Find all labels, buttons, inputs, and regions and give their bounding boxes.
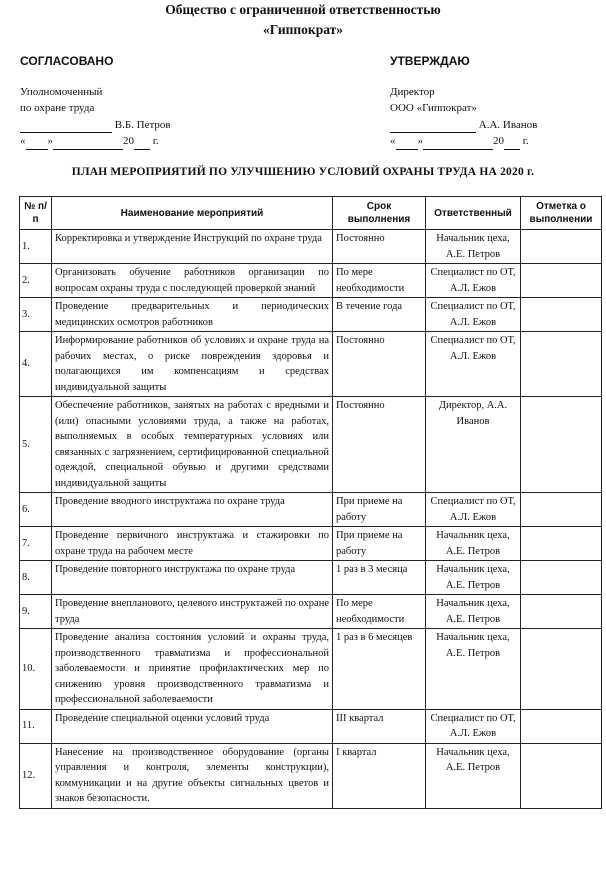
org-line-2: «Гиппократ»	[263, 22, 343, 37]
row-responsible: Начальник цеха, А.Е. Петров	[426, 595, 521, 629]
row-activity: Проведение специальной оценки условий труда	[52, 709, 333, 743]
row-number: 11.	[20, 709, 52, 743]
org-line-1: Общество с ограниченной ответственностью	[165, 2, 441, 17]
table-header-row	[20, 197, 602, 230]
row-responsible: Специалист по ОТ, А.Л. Ежов	[426, 298, 521, 332]
row-mark	[521, 709, 602, 743]
row-activity: Организовать обучение работников организации по вопросам охраны труда с последующей проверкой знаний	[52, 264, 333, 298]
right-date-line: « » 20 г.	[390, 133, 537, 150]
table-row	[20, 595, 602, 629]
row-term: Постоянно	[333, 397, 426, 493]
row-term: При приеме на работу	[333, 527, 426, 561]
row-number: 1.	[20, 230, 52, 264]
approval-right-block	[390, 53, 537, 150]
table-row	[20, 709, 602, 743]
row-mark	[521, 561, 602, 595]
row-number: 8.	[20, 561, 52, 595]
row-number: 9.	[20, 595, 52, 629]
table-row	[20, 264, 602, 298]
row-mark	[521, 493, 602, 527]
row-mark	[521, 595, 602, 629]
right-role-line-1: Директор	[390, 85, 435, 98]
row-number: 12.	[20, 743, 52, 808]
row-responsible: Начальник цеха, А.Е. Петров	[426, 629, 521, 710]
row-mark	[521, 332, 602, 397]
row-term: В течение года	[333, 298, 426, 332]
row-term: 1 раз в 3 месяца	[333, 561, 426, 595]
row-mark	[521, 629, 602, 710]
left-date-line: « » 20 г.	[20, 133, 171, 150]
row-responsible: Специалист по ОТ, А.Л. Ежов	[426, 493, 521, 527]
row-term: По мере необходимости	[333, 595, 426, 629]
row-responsible: Специалист по ОТ, А.Л. Ежов	[426, 332, 521, 397]
table-row	[20, 493, 602, 527]
row-term: По мере необходимости	[333, 264, 426, 298]
left-signer-name: В.Б. Петров	[114, 118, 171, 131]
row-term: Постоянно	[333, 230, 426, 264]
table-row	[20, 230, 602, 264]
row-activity: Проведение первичного инструктажа и стажировки по охране труда на рабочем месте	[52, 527, 333, 561]
right-role-line-2: ООО «Гиппократ»	[390, 102, 477, 114]
row-activity: Информирование работников об условиях и охране труда на рабочих местах, о риске повреждения здоровья и полагающихся им компенсациям и средствах индивидуальной защиты	[52, 332, 333, 397]
left-role-line-1: Уполномоченный	[20, 85, 103, 98]
organization-title	[0, 0, 606, 40]
row-number: 10.	[20, 629, 52, 710]
row-mark	[521, 264, 602, 298]
signature-blank	[390, 120, 476, 133]
row-term: I квартал	[333, 743, 426, 808]
row-responsible: Начальник цеха, А.Е. Петров	[426, 561, 521, 595]
left-signature-line	[20, 117, 171, 134]
table-row	[20, 561, 602, 595]
row-mark	[521, 743, 602, 808]
signature-blank	[20, 120, 112, 133]
row-number: 7.	[20, 527, 52, 561]
agreed-heading: СОГЛАСОВАНО	[20, 54, 114, 68]
row-responsible: Начальник цеха, А.Е. Петров	[426, 743, 521, 808]
row-mark	[521, 298, 602, 332]
header-num: № п/п	[20, 197, 52, 230]
row-term: Постоянно	[333, 332, 426, 397]
row-responsible: Специалист по ОТ, А.Л. Ежов	[426, 709, 521, 743]
row-activity: Проведение повторного инструктажа по охране труда	[52, 561, 333, 595]
row-number: 6.	[20, 493, 52, 527]
row-mark	[521, 230, 602, 264]
row-activity: Проведение вводного инструктажа по охране труда	[52, 493, 333, 527]
row-activity: Нанесение на производственное оборудование (органы управления и контроля, элементы конструкции), коммуникации и на другие объекты сигнальных цветов и знаков безопасности.	[52, 743, 333, 808]
row-responsible: Начальник цеха, А.Е. Петров	[426, 230, 521, 264]
row-number: 4.	[20, 332, 52, 397]
row-activity: Проведение внепланового, целевого инструктажей по охране труда	[52, 595, 333, 629]
plan-title: ПЛАН МЕРОПРИЯТИЙ ПО УЛУЧШЕНИЮ УСЛОВИЙ ОХРАНЫ ТРУДА НА 2020 г.	[71, 166, 535, 178]
row-number: 2.	[20, 264, 52, 298]
table-row	[20, 298, 602, 332]
row-activity: Проведение анализа состояния условий и охраны труда, производственного травматизма и профессиональной заболеваемости и принятие профилактических мер по снижению уровня производственного травматизма и профессиональной заболеваемости	[52, 629, 333, 710]
row-activity: Обеспечение работников, занятых на работах с вредными и (или) опасными условиями труда, а также на работах, выполняемых в особых температурных условиях или связанных с загрязнением, сертифицированной специальной одеждой, специальной обувью и другими средствами индивидуальной защиты	[52, 397, 333, 493]
row-term: 1 раз в 6 месяцев	[333, 629, 426, 710]
row-responsible: Директор, А.А. Иванов	[426, 397, 521, 493]
row-term: При приеме на работу	[333, 493, 426, 527]
right-signature-line	[390, 117, 537, 134]
row-mark	[521, 397, 602, 493]
left-role-line-2: по охране труда	[20, 102, 95, 114]
table-row	[20, 629, 602, 710]
measures-table	[19, 196, 602, 809]
table-row	[20, 332, 602, 397]
approval-left-block	[20, 53, 171, 150]
table-row	[20, 527, 602, 561]
row-responsible: Специалист по ОТ, А.Л. Ежов	[426, 264, 521, 298]
right-signer-name: А.А. Иванов	[478, 118, 538, 131]
row-term: III квартал	[333, 709, 426, 743]
header-term: Срок выполнения	[333, 197, 426, 230]
row-responsible: Начальник цеха, А.Е. Петров	[426, 527, 521, 561]
row-mark	[521, 527, 602, 561]
row-activity: Проведение предварительных и периодических медицинских осмотров работников	[52, 298, 333, 332]
header-name: Наименование мероприятий	[52, 197, 333, 230]
header-mark: Отметка о выполнении	[521, 197, 602, 230]
table-row	[20, 743, 602, 808]
table-row	[20, 397, 602, 493]
header-responsible: Ответственный	[426, 197, 521, 230]
row-number: 5.	[20, 397, 52, 493]
approve-heading: УТВЕРЖДАЮ	[390, 54, 470, 68]
row-number: 3.	[20, 298, 52, 332]
row-activity: Корректировка и утверждение Инструкций по охране труда	[52, 230, 333, 264]
